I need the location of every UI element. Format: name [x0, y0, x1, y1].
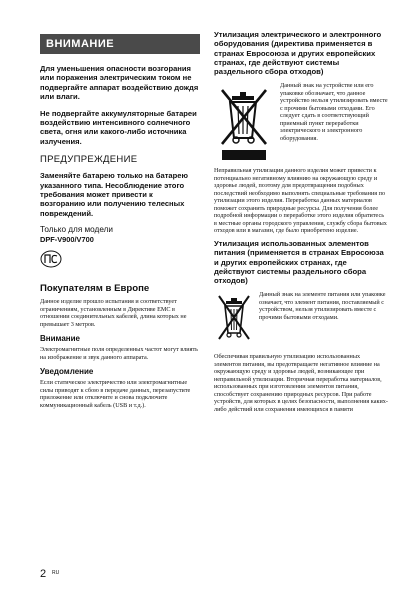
europe-text: Данное изделие прошло испытания и соответствует ограничениям, установленным в Директиве EMC в отношении соединительных кабелей, длина которых не превышает 3 метров.	[40, 298, 187, 328]
disposal-text: Неправильная утилизация данного изделия может привести к потенциально негативному влиянию на окружающую среду и здоровье людей, поэтому для предотвращения подобных последствий необходимо выполнять специальные требования по утилизации этого изделия. Переработка данных материалов поможет сохранить природные ресурсы. Для получения более подробной информации о переработке этого изделия обратитесь в местные органы городского управления, службу сбора бытовых отходов или в магазин, где было приобретено изделие.	[214, 167, 387, 235]
page-language: RU	[52, 570, 60, 576]
right-column	[214, 30, 388, 417]
disposal-heading: Утилизация электрического и электронного оборудования (директива применяется в странах Евросоюза и других европейских странах, где действуют системы раздельного сбора отходов)	[214, 30, 382, 77]
precaution-heading: ПРЕДУПРЕЖДЕНИЕ	[40, 154, 138, 166]
disposal-side-text: Данный знак на устройстве или его упаковке обозначает, что данное устройство нельзя утилизировать вместе с прочими бытовыми отходами. Его следует сдать в соответствующий приемный пункт переработки электрического и электронного оборудования.	[280, 82, 388, 142]
notice-heading: Уведомление	[40, 367, 94, 377]
battery-heading: Утилизация использованных элементов питания (применяется в странах Евросоюза и других европейских странах, где действуют системы раздельного сбора отходов)	[214, 238, 384, 286]
caution-banner: ВНИМАНИЕ	[40, 34, 200, 54]
crossed-bin-small-icon	[214, 291, 254, 351]
model-prefix: Только для модели	[40, 225, 113, 235]
page-number: 2	[40, 568, 47, 580]
attention-text: Электромагнитные поля определенных частот могут влиять на изображение и звук данного аппарата.	[40, 346, 198, 361]
pct-mark-icon	[40, 250, 62, 268]
notice-text: Если статическое электричество или электромагнитные силы приводят к сбою в передаче данных, перезапустите приложение или отключите и снова подключите коммуникационный кабель (USB и т.д.).	[40, 379, 191, 409]
precaution-text: Заменяйте батарею только на батарею указанного типа. Несоблюдение этого требования может привести к возгоранию или получению телесных повреждений.	[40, 171, 189, 218]
attention-heading: Внимание	[40, 334, 80, 344]
warning-heat: Не подвергайте аккумуляторные батареи воздействию интенсивного солнечного света, огня или какого-либо источника излучения.	[40, 108, 197, 146]
battery-block	[214, 291, 388, 353]
crossed-bin-icon	[214, 82, 274, 164]
battery-text: Обеспечивая правильную утилизацию использованных элементов питания, вы предотвращаете негативное влияние на окружающую среду и здоровье людей, возникающее при неправильной утилизации. Вторичная переработка материалов, использованных при изготовлении элементов питания, способствует сохранению природных ресурсов. При работе устройств, для которых в целях безопасности, выполнения каких-либо действий или сохранения имеющихся в памяти	[214, 353, 388, 413]
battery-side-text: Данный знак на элементе питания или упаковке означает, что элемент питания, поставляемый с устройством, нельзя утилизировать вместе с прочими бытовыми отходами.	[259, 291, 386, 321]
left-column	[40, 34, 200, 413]
europe-heading: Покупателям в Европе	[40, 283, 150, 295]
model-name: DPF-V900/V700	[40, 235, 94, 245]
disposal-block	[214, 82, 388, 167]
warning-moisture: Для уменьшения опасности возгорания или поражения электрическим током не подвергайте аппарат воздействию дождя или влаги.	[40, 64, 199, 102]
